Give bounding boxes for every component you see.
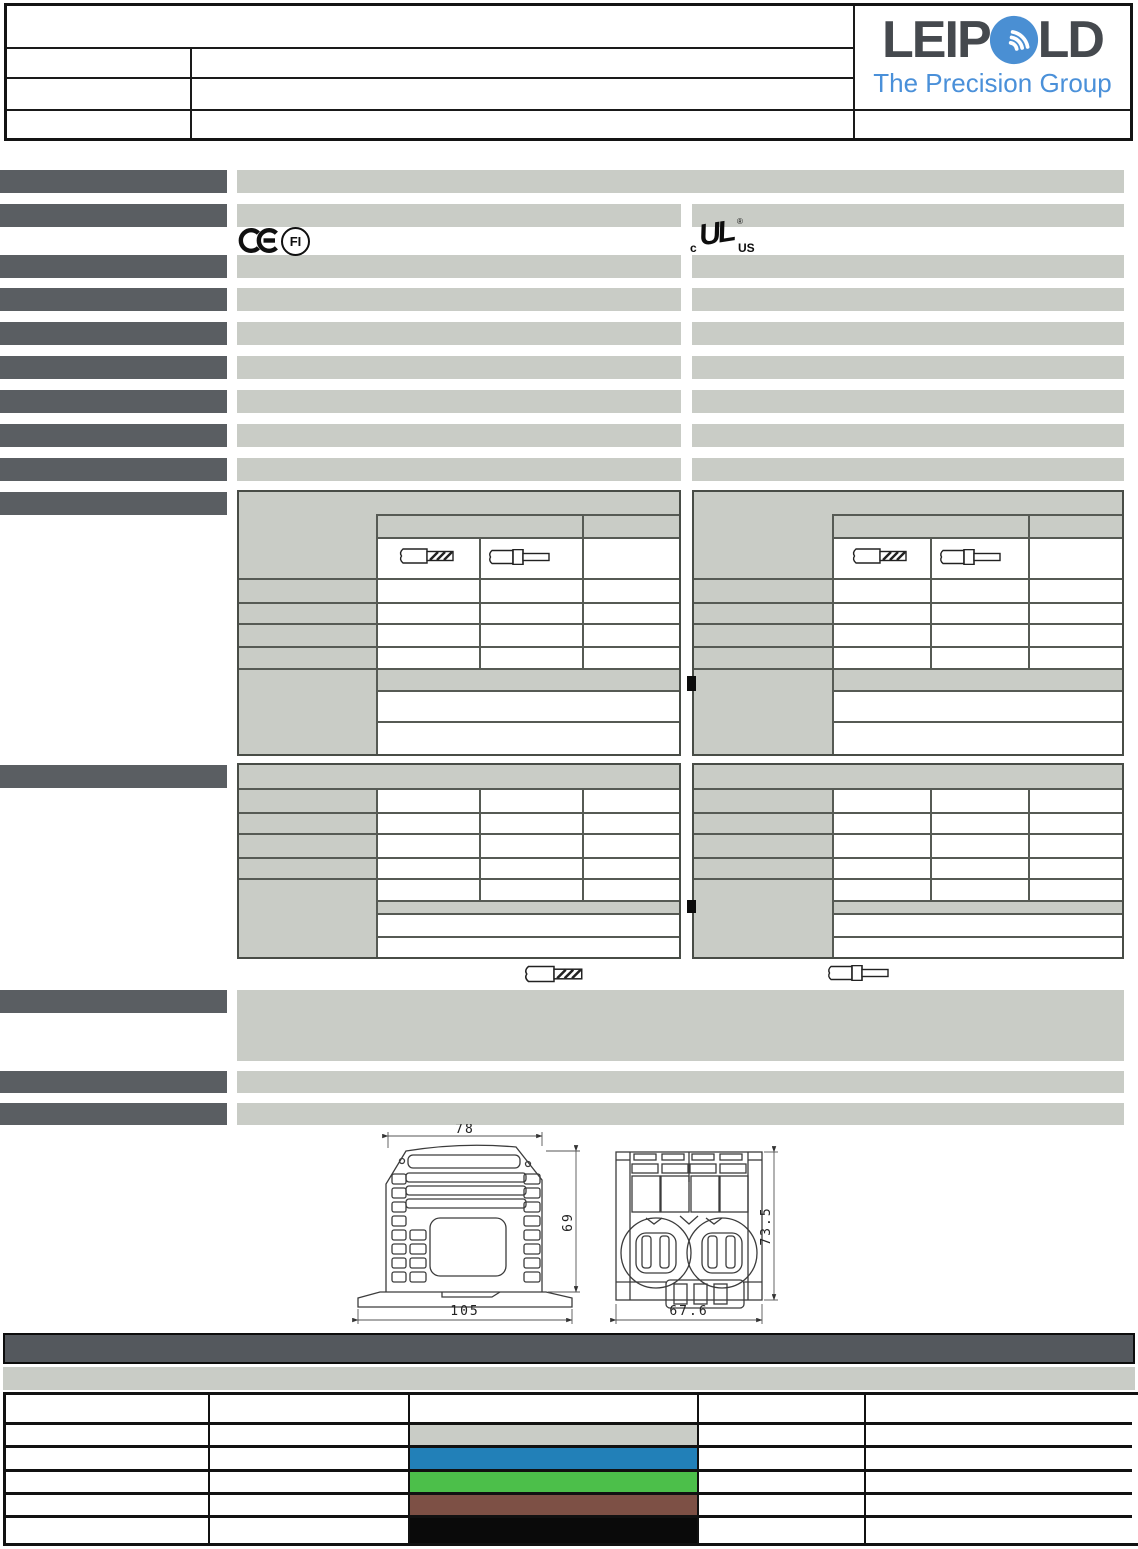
- order-section-header: [3, 1333, 1135, 1364]
- table-line: [694, 857, 1122, 859]
- table-line: [6, 1445, 1132, 1448]
- table-line: [408, 1395, 410, 1543]
- color-swatch-cell: [410, 1472, 697, 1492]
- table-line: [479, 788, 481, 902]
- brand-logo: [855, 6, 1130, 117]
- section-label-bar: [0, 765, 227, 788]
- ul-mark-monogram: UL: [696, 214, 736, 253]
- table-mid-band: [832, 902, 1122, 913]
- spec-label-bar: [0, 424, 227, 447]
- ferrule-wire-icon: [487, 549, 559, 565]
- color-swatch-cell: [410, 1518, 697, 1543]
- color-swatch-cell: [410, 1495, 697, 1515]
- brand-tagline: The Precision Group: [873, 68, 1112, 98]
- table-line: [6, 1422, 1132, 1425]
- header-divider: [7, 47, 855, 49]
- brand-wordmark: [882, 11, 1103, 69]
- spec-value-bar: [692, 255, 1124, 278]
- header-table: [4, 3, 1133, 141]
- section-marker: [687, 676, 696, 691]
- spec-value-bar: [692, 322, 1124, 345]
- table-line: [930, 788, 932, 902]
- ferrule-wire-icon: [938, 549, 1010, 565]
- table-subheader-band: [376, 516, 679, 537]
- stripped-wire-icon: [397, 547, 457, 565]
- spec-value-bar: [237, 356, 681, 379]
- table-line: [239, 578, 679, 580]
- brand-prefix: LEIP: [882, 11, 990, 69]
- table-line: [6, 1492, 1132, 1495]
- spec-label-bar: [0, 322, 227, 345]
- spec-label-bar: [0, 1071, 227, 1093]
- table-line: [208, 1395, 210, 1543]
- section-label-bar: [0, 492, 227, 515]
- table-line: [1028, 514, 1030, 670]
- table-line: [832, 721, 1122, 723]
- spec-label-bar: [0, 390, 227, 413]
- table-line: [376, 514, 679, 516]
- fi-mark-label: FI: [289, 234, 302, 249]
- table-line: [239, 788, 679, 790]
- table-line: [697, 1395, 699, 1543]
- table-line: [239, 833, 679, 835]
- spec-value-bar: [237, 204, 681, 227]
- ul-mark-registered: ®: [737, 217, 743, 226]
- header-column-divider: [190, 47, 192, 138]
- dim-front-width: 67.6: [669, 1304, 709, 1319]
- data-table-right: [692, 763, 1124, 959]
- color-swatch-cell: [410, 1425, 697, 1445]
- table-subheader-band: [832, 516, 1122, 537]
- spec-value-bar: [237, 424, 681, 447]
- spec-label-bar: [0, 255, 227, 278]
- table-line: [694, 646, 1122, 648]
- table-header-band: [239, 765, 679, 788]
- ratings-table-left: [237, 490, 681, 756]
- spec-value-bar: [237, 322, 681, 345]
- table-line: [694, 578, 1122, 580]
- spec-value-bar: [237, 255, 681, 278]
- header-divider: [7, 77, 855, 79]
- table-line: [6, 1515, 1132, 1518]
- ratings-table-right: [692, 490, 1124, 756]
- table-line: [376, 913, 679, 915]
- table-line: [930, 537, 932, 670]
- table-header-band: [694, 492, 1122, 514]
- ce-mark-icon: [238, 227, 278, 254]
- table-line: [694, 623, 1122, 625]
- table-line: [376, 788, 378, 957]
- table-line: [832, 514, 1122, 516]
- table-line: [832, 514, 834, 754]
- section-label-bar: [0, 990, 227, 1013]
- table-line: [832, 913, 1122, 915]
- table-line: [376, 936, 679, 938]
- table-mid-band: [376, 902, 679, 913]
- ul-mark-c: c: [690, 241, 697, 255]
- note-block: [237, 990, 1124, 1061]
- order-table: [3, 1392, 1138, 1546]
- table-header-band: [694, 765, 1122, 788]
- dimension-drawing: [350, 1124, 780, 1330]
- spec-label-bar: [0, 1103, 227, 1125]
- table-line: [6, 1469, 1132, 1472]
- table-line: [694, 668, 1122, 670]
- table-line: [239, 857, 679, 859]
- ul-mark-us: US: [738, 241, 755, 255]
- table-line: [694, 812, 1122, 814]
- table-mid-band: [832, 668, 1122, 690]
- table-line: [479, 537, 481, 670]
- table-line: [694, 833, 1122, 835]
- table-line: [239, 623, 679, 625]
- spec-value-bar: [237, 288, 681, 311]
- table-line: [376, 537, 679, 539]
- spec-value-bar: [692, 288, 1124, 311]
- table-line: [376, 721, 679, 723]
- spec-label-bar: [0, 356, 227, 379]
- table-header-column: [239, 765, 376, 957]
- ul-mark-icon: [690, 214, 762, 255]
- table-line: [1028, 788, 1030, 902]
- table-line: [832, 537, 1122, 539]
- spec-value-bar: [692, 356, 1124, 379]
- table-line: [832, 900, 1122, 902]
- table-line: [694, 878, 1122, 880]
- dim-side-height: 69: [561, 1212, 576, 1232]
- table-header-column: [694, 765, 832, 957]
- table-line: [239, 646, 679, 648]
- stripped-wire-icon: [850, 547, 910, 565]
- brand-globe-icon: [989, 15, 1039, 65]
- table-line: [582, 514, 584, 670]
- dim-front-height: 73.5: [759, 1206, 774, 1246]
- table-line: [239, 812, 679, 814]
- table-line: [239, 878, 679, 880]
- brand-suffix: LD: [1037, 11, 1103, 69]
- section-marker: [687, 900, 696, 913]
- table-header-band: [239, 492, 679, 514]
- spec-value-bar: [237, 390, 681, 413]
- spec-value-bar: [692, 458, 1124, 481]
- table-line: [376, 690, 679, 692]
- spec-value-bar: [237, 170, 1124, 193]
- dim-top-width: 78: [455, 1124, 475, 1137]
- table-line: [694, 788, 1122, 790]
- order-section-subheader: [3, 1367, 1135, 1390]
- data-table-left: [237, 763, 681, 959]
- fi-mark-icon: [281, 227, 310, 256]
- table-mid-band: [376, 668, 679, 690]
- spec-label-bar: [0, 288, 227, 311]
- spec-value-bar: [692, 390, 1124, 413]
- spec-value-bar: [237, 1103, 1124, 1125]
- table-line: [582, 788, 584, 902]
- spec-label-bar: [0, 170, 227, 193]
- table-line: [694, 602, 1122, 604]
- table-line: [832, 690, 1122, 692]
- stripped-wire-icon: [522, 964, 586, 984]
- spec-label-bar: [0, 458, 227, 481]
- color-swatch-cell: [410, 1448, 697, 1469]
- table-line: [832, 788, 834, 957]
- table-line: [376, 900, 679, 902]
- dim-base-width: 105: [450, 1304, 480, 1319]
- spec-label-bar: [0, 204, 227, 227]
- spec-value-bar: [692, 424, 1124, 447]
- table-line: [239, 602, 679, 604]
- spec-value-bar: [237, 1071, 1124, 1093]
- table-line: [239, 668, 679, 670]
- table-line: [832, 936, 1122, 938]
- spec-value-bar: [237, 458, 681, 481]
- table-line: [376, 514, 378, 754]
- table-line: [864, 1395, 866, 1543]
- ferrule-wire-icon: [826, 965, 898, 981]
